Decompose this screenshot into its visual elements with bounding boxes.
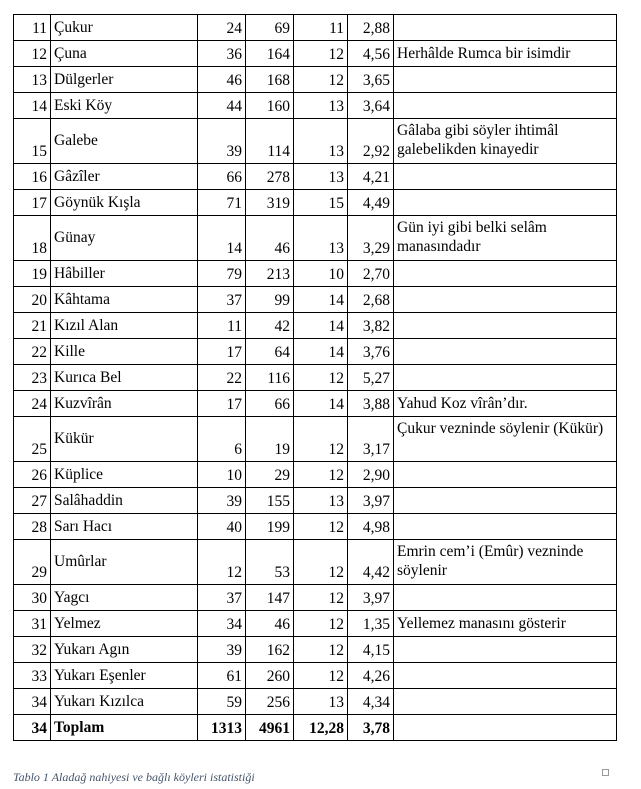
value-b-cell: 99 [246, 287, 294, 313]
value-c-cell: 14 [294, 287, 348, 313]
table-row [14, 119, 617, 164]
value-d-cell: 3,97 [348, 585, 394, 611]
note-cell [394, 287, 617, 313]
table-row [14, 391, 617, 417]
value-c-cell: 12 [294, 365, 348, 391]
table-row [14, 488, 617, 514]
value-d-cell: 3,78 [348, 715, 394, 741]
value-d-cell: 4,42 [348, 540, 394, 585]
note-cell [394, 261, 617, 287]
value-a-cell: 44 [198, 93, 246, 119]
note-cell [394, 514, 617, 540]
row-number-cell: 21 [14, 313, 51, 339]
row-number-cell: 12 [14, 41, 51, 67]
row-number-cell: 18 [14, 216, 51, 261]
table-row [14, 287, 617, 313]
note-cell [394, 689, 617, 715]
row-number-cell: 22 [14, 339, 51, 365]
value-d-cell: 1,35 [348, 611, 394, 637]
note-cell [394, 164, 617, 190]
note-cell [394, 93, 617, 119]
value-d-cell: 2,68 [348, 287, 394, 313]
value-b-cell: 46 [246, 611, 294, 637]
value-b-cell: 53 [246, 540, 294, 585]
value-c-cell: 13 [294, 164, 348, 190]
village-name-cell: Sarı Hacı [51, 514, 198, 540]
value-a-cell: 71 [198, 190, 246, 216]
row-number-cell: 16 [14, 164, 51, 190]
table-body [14, 15, 617, 741]
value-b-cell: 160 [246, 93, 294, 119]
village-name-cell: Yagcı [51, 585, 198, 611]
value-b-cell: 164 [246, 41, 294, 67]
row-number-cell: 25 [14, 417, 51, 462]
note-cell [394, 715, 617, 741]
value-c-cell: 13 [294, 119, 348, 164]
value-a-cell: 37 [198, 585, 246, 611]
value-a-cell: 1313 [198, 715, 246, 741]
value-a-cell: 17 [198, 339, 246, 365]
row-number-cell: 28 [14, 514, 51, 540]
value-c-cell: 12 [294, 417, 348, 462]
value-c-cell: 12 [294, 585, 348, 611]
table-row [14, 689, 617, 715]
value-c-cell: 12 [294, 41, 348, 67]
table-row [14, 313, 617, 339]
table-row [14, 585, 617, 611]
note-cell: Çukur vezninde söylenir (Kükür) [394, 417, 617, 462]
note-cell [394, 637, 617, 663]
value-c-cell: 12 [294, 67, 348, 93]
value-c-cell: 12 [294, 663, 348, 689]
value-d-cell: 4,98 [348, 514, 394, 540]
value-a-cell: 22 [198, 365, 246, 391]
row-number-cell: 19 [14, 261, 51, 287]
note-cell: Yahud Koz vîrân’dır. [394, 391, 617, 417]
value-a-cell: 36 [198, 41, 246, 67]
value-d-cell: 4,56 [348, 41, 394, 67]
value-b-cell: 29 [246, 462, 294, 488]
village-name-cell: Toplam [51, 715, 198, 741]
value-b-cell: 147 [246, 585, 294, 611]
value-a-cell: 11 [198, 313, 246, 339]
value-b-cell: 114 [246, 119, 294, 164]
value-c-cell: 11 [294, 15, 348, 41]
table-row [14, 462, 617, 488]
note-cell [394, 67, 617, 93]
value-d-cell: 4,15 [348, 637, 394, 663]
value-a-cell: 59 [198, 689, 246, 715]
value-b-cell: 278 [246, 164, 294, 190]
village-name-cell: Hâbiller [51, 261, 198, 287]
table-row [14, 93, 617, 119]
value-a-cell: 39 [198, 119, 246, 164]
village-name-cell: Yelmez [51, 611, 198, 637]
village-name-cell: Kükür [51, 417, 198, 462]
village-name-cell: Günay [51, 216, 198, 261]
value-c-cell: 12 [294, 462, 348, 488]
value-b-cell: 64 [246, 339, 294, 365]
row-number-cell: 17 [14, 190, 51, 216]
value-c-cell: 14 [294, 339, 348, 365]
value-a-cell: 46 [198, 67, 246, 93]
value-a-cell: 66 [198, 164, 246, 190]
value-d-cell: 3,17 [348, 417, 394, 462]
table-row [14, 365, 617, 391]
table-row [14, 663, 617, 689]
note-cell [394, 313, 617, 339]
value-a-cell: 61 [198, 663, 246, 689]
value-b-cell: 260 [246, 663, 294, 689]
value-b-cell: 66 [246, 391, 294, 417]
village-name-cell: Çuna [51, 41, 198, 67]
value-c-cell: 12 [294, 611, 348, 637]
note-cell: Herhâlde Rumca bir isimdir [394, 41, 617, 67]
value-a-cell: 40 [198, 514, 246, 540]
value-d-cell: 2,88 [348, 15, 394, 41]
value-a-cell: 79 [198, 261, 246, 287]
value-c-cell: 13 [294, 689, 348, 715]
value-a-cell: 14 [198, 216, 246, 261]
value-a-cell: 6 [198, 417, 246, 462]
village-name-cell: Çukur [51, 15, 198, 41]
table-caption: Tablo 1 Aladağ nahiyesi ve bağlı köyleri istatistiği [13, 770, 255, 784]
value-a-cell: 10 [198, 462, 246, 488]
value-d-cell: 4,21 [348, 164, 394, 190]
village-statistics-table [13, 14, 617, 741]
value-a-cell: 24 [198, 15, 246, 41]
village-name-cell: Kurıca Bel [51, 365, 198, 391]
row-number-cell: 30 [14, 585, 51, 611]
value-a-cell: 17 [198, 391, 246, 417]
value-b-cell: 213 [246, 261, 294, 287]
row-number-cell: 32 [14, 637, 51, 663]
value-c-cell: 13 [294, 93, 348, 119]
table-row [14, 611, 617, 637]
table-row [14, 261, 617, 287]
village-name-cell: Küplice [51, 462, 198, 488]
value-d-cell: 2,92 [348, 119, 394, 164]
village-name-cell: Eski Köy [51, 93, 198, 119]
row-number-cell: 15 [14, 119, 51, 164]
value-c-cell: 12 [294, 514, 348, 540]
village-name-cell: Kuzvîrân [51, 391, 198, 417]
row-number-cell: 34 [14, 689, 51, 715]
value-d-cell: 4,49 [348, 190, 394, 216]
note-cell [394, 190, 617, 216]
note-cell: Emrin cem’i (Emûr) vezninde söylenir [394, 540, 617, 585]
value-a-cell: 37 [198, 287, 246, 313]
note-cell [394, 15, 617, 41]
value-d-cell: 2,90 [348, 462, 394, 488]
table-total-row [14, 715, 617, 741]
note-cell [394, 585, 617, 611]
value-c-cell: 15 [294, 190, 348, 216]
table-row [14, 540, 617, 585]
row-number-cell: 34 [14, 715, 51, 741]
resize-handle[interactable] [602, 769, 609, 776]
value-b-cell: 69 [246, 15, 294, 41]
value-d-cell: 3,29 [348, 216, 394, 261]
value-c-cell: 14 [294, 391, 348, 417]
value-c-cell: 12 [294, 637, 348, 663]
table-row [14, 216, 617, 261]
value-c-cell: 12,28 [294, 715, 348, 741]
table-row [14, 190, 617, 216]
value-d-cell: 3,82 [348, 313, 394, 339]
value-c-cell: 12 [294, 540, 348, 585]
village-name-cell: Yukarı Kızılca [51, 689, 198, 715]
value-b-cell: 19 [246, 417, 294, 462]
village-name-cell: Yukarı Agın [51, 637, 198, 663]
value-b-cell: 4961 [246, 715, 294, 741]
note-cell [394, 462, 617, 488]
value-b-cell: 116 [246, 365, 294, 391]
value-d-cell: 3,76 [348, 339, 394, 365]
value-d-cell: 2,70 [348, 261, 394, 287]
value-b-cell: 319 [246, 190, 294, 216]
value-c-cell: 13 [294, 488, 348, 514]
row-number-cell: 11 [14, 15, 51, 41]
table-row [14, 339, 617, 365]
village-name-cell: Galebe [51, 119, 198, 164]
note-cell: Yellemez manasını gösterir [394, 611, 617, 637]
value-d-cell: 4,34 [348, 689, 394, 715]
row-number-cell: 23 [14, 365, 51, 391]
row-number-cell: 13 [14, 67, 51, 93]
village-name-cell: Dülgerler [51, 67, 198, 93]
value-d-cell: 3,64 [348, 93, 394, 119]
table-row [14, 637, 617, 663]
value-b-cell: 199 [246, 514, 294, 540]
row-number-cell: 20 [14, 287, 51, 313]
value-d-cell: 4,26 [348, 663, 394, 689]
value-d-cell: 3,97 [348, 488, 394, 514]
row-number-cell: 33 [14, 663, 51, 689]
table-row [14, 15, 617, 41]
note-cell [394, 663, 617, 689]
value-d-cell: 3,65 [348, 67, 394, 93]
value-c-cell: 13 [294, 216, 348, 261]
village-name-cell: Kızıl Alan [51, 313, 198, 339]
row-number-cell: 27 [14, 488, 51, 514]
value-c-cell: 14 [294, 313, 348, 339]
note-cell [394, 339, 617, 365]
table-row [14, 67, 617, 93]
value-d-cell: 5,27 [348, 365, 394, 391]
value-b-cell: 168 [246, 67, 294, 93]
note-cell [394, 488, 617, 514]
note-cell: Gâlaba gibi söyler ihtimâl galebelikden kinayedir [394, 119, 617, 164]
row-number-cell: 31 [14, 611, 51, 637]
value-a-cell: 12 [198, 540, 246, 585]
village-name-cell: Yukarı Eşenler [51, 663, 198, 689]
value-b-cell: 256 [246, 689, 294, 715]
value-b-cell: 162 [246, 637, 294, 663]
value-a-cell: 34 [198, 611, 246, 637]
row-number-cell: 24 [14, 391, 51, 417]
value-c-cell: 10 [294, 261, 348, 287]
value-a-cell: 39 [198, 488, 246, 514]
table-row [14, 41, 617, 67]
note-cell: Gün iyi gibi belki selâm manasındadır [394, 216, 617, 261]
table-row [14, 514, 617, 540]
table-row [14, 164, 617, 190]
village-name-cell: Salâhaddin [51, 488, 198, 514]
value-b-cell: 42 [246, 313, 294, 339]
village-name-cell: Göynük Kışla [51, 190, 198, 216]
village-name-cell: Kâhtama [51, 287, 198, 313]
table-row [14, 417, 617, 462]
row-number-cell: 14 [14, 93, 51, 119]
row-number-cell: 29 [14, 540, 51, 585]
village-name-cell: Umûrlar [51, 540, 198, 585]
row-number-cell: 26 [14, 462, 51, 488]
value-a-cell: 39 [198, 637, 246, 663]
value-b-cell: 46 [246, 216, 294, 261]
value-b-cell: 155 [246, 488, 294, 514]
village-name-cell: Kille [51, 339, 198, 365]
village-name-cell: Gâzîler [51, 164, 198, 190]
value-d-cell: 3,88 [348, 391, 394, 417]
note-cell [394, 365, 617, 391]
